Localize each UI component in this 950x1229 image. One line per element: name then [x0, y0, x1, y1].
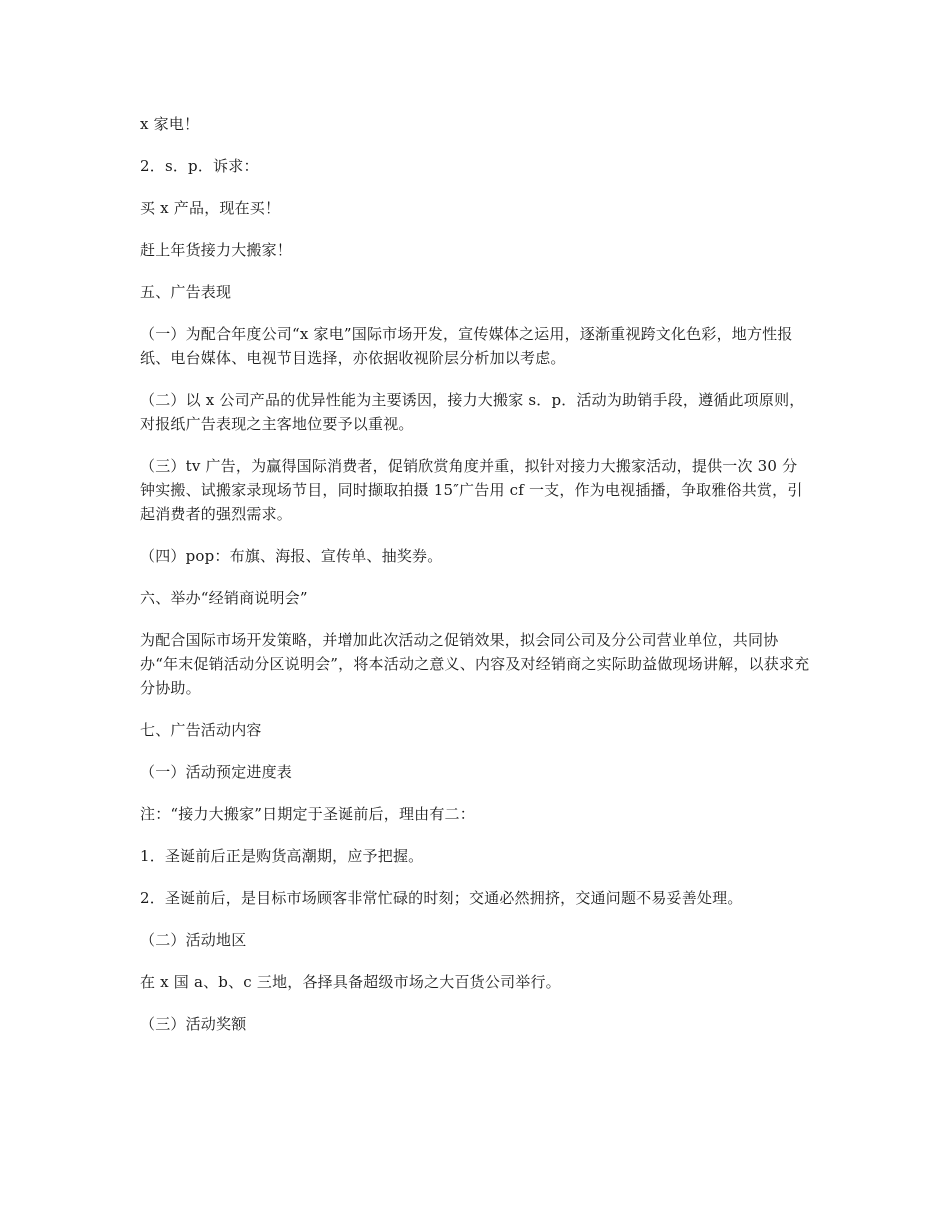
- paragraph: 买 x 产品，现在买！: [140, 199, 281, 217]
- section-heading: 五、广告表现: [140, 283, 232, 301]
- subsection-heading: （三）活动奖额: [140, 1015, 247, 1033]
- paragraph: 在 x 国 a、b、c 三地，各择具备超级市场之大百货公司举行。: [140, 973, 561, 991]
- paragraph: 1．圣诞前后正是购货高潮期，应予把握。: [140, 847, 424, 865]
- paragraph: x 家电！: [140, 115, 200, 133]
- paragraph: 2．圣诞前后，是目标市场顾客非常忙碌的时刻；交通必然拥挤，交通问题不易妥善处理。: [140, 889, 743, 907]
- paragraph: （三）tv 广告，为赢得国际消费者，促销欣赏角度并重，拟针对接力大搬家活动，提供一次 30 分钟实搬、试搬家录现场节目，同时撷取拍摄 15″广告用 cf 一支，作为电视插播，争取雅俗共赏，引起消费者的强烈需求。: [140, 457, 803, 523]
- paragraph: （四）pop：布旗、海报、宣传单、抽奖券。: [140, 547, 443, 565]
- paragraph: 为配合国际市场开发策略，并增加此次活动之促销效果，拟会同公司及分公司营业单位，共同协办“年末促销活动分区说明会”，将本活动之意义、内容及对经销商之实际助益做现场讲解，以获求充分协助。: [140, 631, 810, 697]
- section-heading: 六、举办“经销商说明会”: [140, 589, 308, 607]
- document-page: [140, 112, 812, 1054]
- section-heading: 七、广告活动内容: [140, 721, 262, 739]
- paragraph: 2．s．p．诉求：: [140, 157, 259, 175]
- subsection-heading: （二）活动地区: [140, 931, 247, 949]
- paragraph: 赶上年货接力大搬家！: [140, 241, 293, 259]
- paragraph: （一）为配合年度公司“x 家电”国际市场开发，宣传媒体之运用，逐渐重视跨文化色彩，地方性报纸、电台媒体、电视节目选择，亦依据收视阶层分析加以考虑。: [140, 325, 793, 367]
- subsection-heading: （一）活动预定进度表: [140, 763, 293, 781]
- paragraph: （二）以 x 公司产品的优异性能为主要诱因，接力大搬家 s．p．活动为助销手段，遵循此项原则，对报纸广告表现之主客地位要予以重视。: [140, 391, 805, 433]
- paragraph: 注：“接力大搬家”日期定于圣诞前后，理由有二：: [140, 805, 475, 823]
